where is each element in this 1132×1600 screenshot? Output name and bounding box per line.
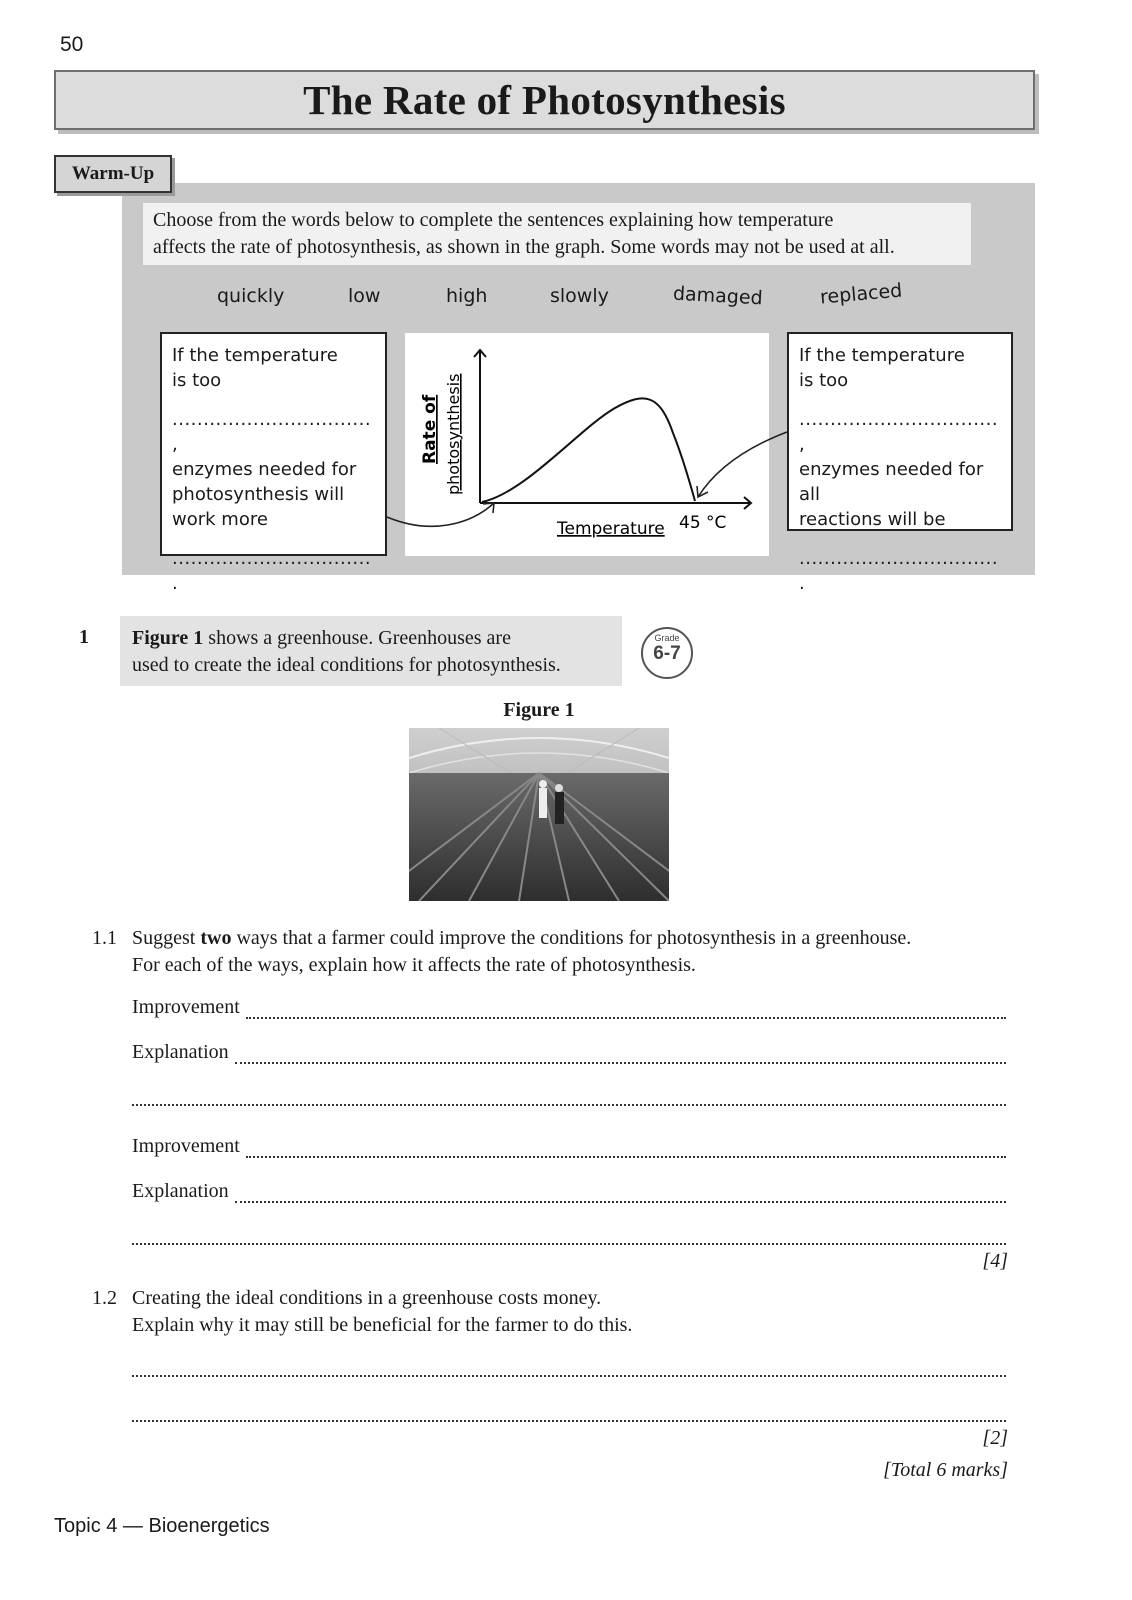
answer-line-improvement[interactable] xyxy=(132,996,1006,1019)
word-bank-item: quickly xyxy=(217,285,285,307)
word-bank-item: damaged xyxy=(672,282,764,310)
answer-line[interactable] xyxy=(132,1357,1006,1377)
answer-line[interactable] xyxy=(132,1402,1006,1422)
answer-fill[interactable] xyxy=(132,1357,1006,1377)
word-bank-item: low xyxy=(348,285,381,307)
answer-fill[interactable] xyxy=(132,1086,1006,1106)
sentence-text: enzymes needed for xyxy=(172,459,357,480)
instruction-line: affects the rate of photosynthesis, as shown in the graph. Some words may not be used at all. xyxy=(153,236,895,258)
total-marks: [Total 6 marks] xyxy=(883,1459,1008,1481)
temperature-point-label: 45 °C xyxy=(679,513,727,533)
sentence-text: reactions will be xyxy=(799,509,946,530)
question-intro-box xyxy=(120,616,622,686)
question-intro-text: shows a greenhouse. Greenhouses are xyxy=(203,627,511,649)
answer-line-explanation[interactable] xyxy=(132,1180,1006,1203)
title-banner xyxy=(54,70,1035,130)
graph-svg xyxy=(405,333,769,556)
left-sentence-box xyxy=(160,332,387,594)
answer-fill[interactable] xyxy=(246,1138,1006,1158)
text: ways that a farmer could improve the conditions for photosynthesis in a greenhouse. xyxy=(231,927,912,949)
answer-line[interactable] xyxy=(132,1225,1006,1245)
subquestion-number: 1.1 xyxy=(92,927,117,949)
subquestion-line: Explain why it may still be beneficial for the farmer to do this. xyxy=(132,1314,633,1336)
marks-label: [4] xyxy=(982,1250,1008,1272)
y-axis-label-line2: photosynthesis xyxy=(444,373,463,495)
grade-badge xyxy=(641,627,693,679)
rate-curve xyxy=(482,398,695,502)
answer-label: Improvement xyxy=(132,996,240,1018)
answer-fill[interactable] xyxy=(235,1044,1006,1064)
question-intro-line xyxy=(132,625,610,652)
sentence-text: is too xyxy=(172,370,222,391)
answer-label: Explanation xyxy=(132,1180,229,1202)
answer-fill[interactable] xyxy=(246,999,1006,1019)
answer-fill[interactable] xyxy=(235,1183,1006,1203)
greenhouse-photo xyxy=(409,728,669,901)
emphasis: two xyxy=(200,927,232,949)
answer-blank[interactable]: ................................ . xyxy=(172,548,372,594)
answer-blank[interactable]: ................................ , xyxy=(172,409,372,455)
subquestion-line: Creating the ideal conditions in a greenhouse costs money. xyxy=(132,1287,602,1309)
answer-blank[interactable]: ................................ . xyxy=(799,548,999,594)
answer-line[interactable] xyxy=(132,1086,1006,1106)
warmup-tab: Warm-Up xyxy=(54,155,172,193)
grade-value: 6-7 xyxy=(653,643,681,664)
marks-label: [2] xyxy=(982,1427,1008,1449)
answer-line-improvement[interactable] xyxy=(132,1135,1006,1158)
text: Suggest xyxy=(132,927,201,949)
answer-label: Improvement xyxy=(132,1135,240,1157)
answer-line-explanation[interactable] xyxy=(132,1041,1006,1064)
sentence-text: enzymes needed for all xyxy=(799,459,984,505)
figure-reference: Figure 1 xyxy=(132,627,204,649)
page-number: 50 xyxy=(60,33,84,56)
instruction-line: Choose from the words below to complete the sentences explaining how temperature xyxy=(153,209,834,231)
sentence-text: If the temperature xyxy=(172,345,338,366)
sentence-text: work more xyxy=(172,509,268,530)
y-axis-label-line1: Rate of xyxy=(420,394,440,464)
subquestion-line xyxy=(132,925,911,952)
question-intro-line: used to create the ideal conditions for photosynthesis. xyxy=(132,654,561,676)
x-axis-label: Temperature xyxy=(557,519,665,539)
grade-label: Grade xyxy=(654,633,680,643)
page-footer: Topic 4 — Bioenergetics xyxy=(54,1515,270,1537)
warmup-instructions xyxy=(143,203,971,265)
answer-label: Explanation xyxy=(132,1041,229,1063)
word-bank-item: replaced xyxy=(819,279,904,309)
answer-fill[interactable] xyxy=(132,1225,1006,1245)
sentence-text: is too xyxy=(799,370,849,391)
word-bank-item: high xyxy=(446,285,488,307)
answer-fill[interactable] xyxy=(132,1402,1006,1422)
subquestion-number: 1.2 xyxy=(92,1287,117,1309)
temperature-graph xyxy=(405,333,769,556)
subquestion-line: For each of the ways, explain how it affects the rate of photosynthesis. xyxy=(132,954,696,976)
word-bank-item: slowly xyxy=(550,285,609,307)
figure-caption: Figure 1 xyxy=(503,699,575,721)
sentence-text: photosynthesis will xyxy=(172,484,345,505)
greenhouse-illustration xyxy=(409,728,669,901)
question-number: 1 xyxy=(79,626,89,648)
right-sentence-box xyxy=(787,332,1013,594)
page-title: The Rate of Photosynthesis xyxy=(303,77,786,123)
answer-blank[interactable]: ................................ , xyxy=(799,409,999,455)
sentence-text: If the temperature xyxy=(799,345,965,366)
